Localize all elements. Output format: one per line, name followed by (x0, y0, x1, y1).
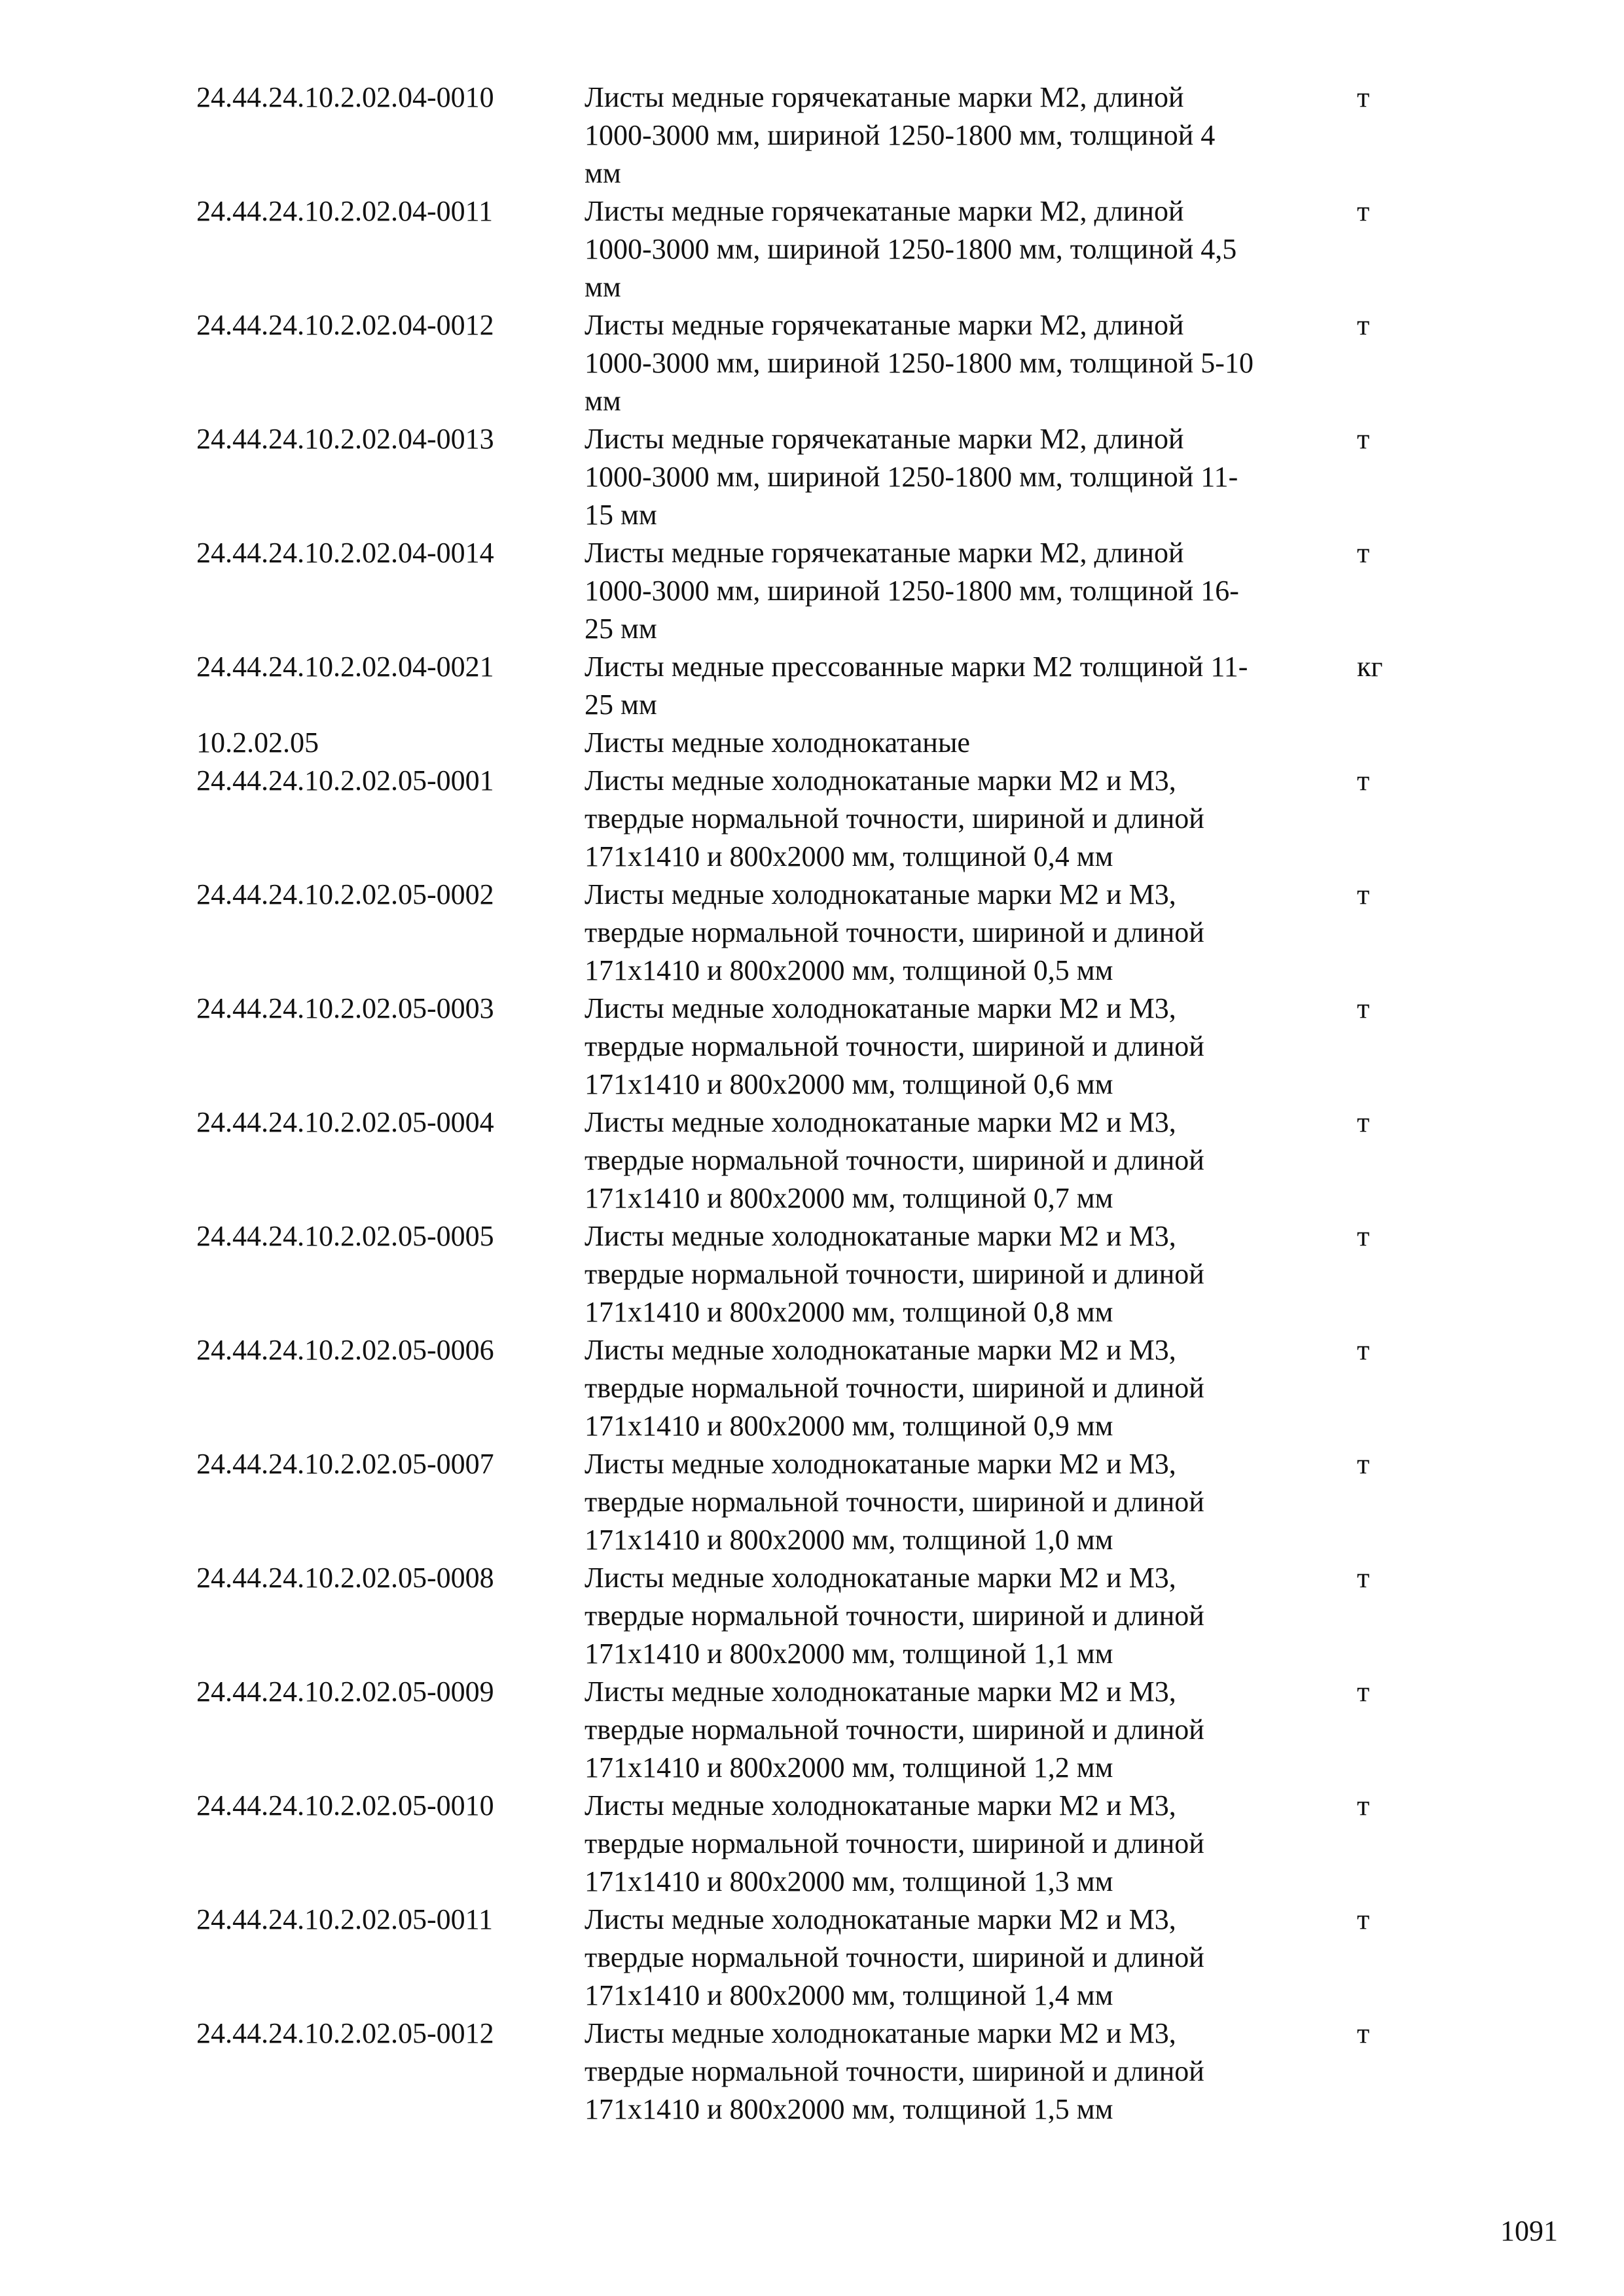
unit-of-measure: т (1357, 1106, 1370, 1138)
resource-description: Листы медные холоднокатаные марки М2 и М3, твердые нормальной точности, шириной и длиной 171х1410 и 800х2000 мм, толщиной 1,3 мм (585, 1789, 1204, 1897)
resource-code: 24.44.24.10.2.02.05-0006 (196, 1334, 494, 1366)
resource-code: 24.44.24.10.2.02.05-0008 (196, 1562, 494, 1594)
unit-of-measure: т (1357, 195, 1370, 227)
resource-description: Листы медные холоднокатаные марки М2 и М3, твердые нормальной точности, шириной и длиной 171х1410 и 800х2000 мм, толщиной 1,0 мм (585, 1448, 1204, 1556)
unit-of-measure: т (1357, 423, 1370, 455)
resource-description: Листы медные горячекатаные марки М2, длиной 1000-3000 мм, шириной 1250-1800 мм, толщиной 4 мм (585, 81, 1216, 189)
resource-code: 24.44.24.10.2.02.04-0014 (196, 537, 494, 569)
unit-of-measure: т (1357, 878, 1370, 910)
resource-description: Листы медные горячекатаные марки М2, длиной 1000-3000 мм, шириной 1250-1800 мм, толщиной 5-10 мм (585, 309, 1254, 417)
resource-code: 24.44.24.10.2.02.05-0009 (196, 1676, 494, 1708)
unit-of-measure: т (1357, 537, 1370, 569)
unit-of-measure: т (1357, 1903, 1370, 1935)
unit-of-measure: т (1357, 309, 1370, 341)
resource-code: 24.44.24.10.2.02.05-0002 (196, 878, 494, 910)
resource-code: 24.44.24.10.2.02.04-0013 (196, 423, 494, 455)
resource-description: Листы медные холоднокатаные марки М2 и М3, твердые нормальной точности, шириной и длиной 171х1410 и 800х2000 мм, толщиной 1,2 мм (585, 1676, 1204, 1784)
resource-description: Листы медные холоднокатаные марки М2 и М3, твердые нормальной точности, шириной и длиной 171х1410 и 800х2000 мм, толщиной 0,8 мм (585, 1220, 1204, 1328)
unit-of-measure: т (1357, 1334, 1370, 1366)
unit-of-measure: кг (1357, 651, 1383, 683)
resource-description: Листы медные горячекатаные марки М2, длиной 1000-3000 мм, шириной 1250-1800 мм, толщиной 16- 25 мм (585, 537, 1239, 645)
resource-description: Листы медные холоднокатаные марки М2 и М3, твердые нормальной точности, шириной и длиной 171х1410 и 800х2000 мм, толщиной 1,4 мм (585, 1903, 1204, 2011)
resource-code: 24.44.24.10.2.02.04-0021 (196, 651, 494, 683)
resource-description: Листы медные холоднокатаные марки М2 и М3, твердые нормальной точности, шириной и длиной 171х1410 и 800х2000 мм, толщиной 0,7 мм (585, 1106, 1204, 1214)
resource-description: Листы медные холоднокатаные марки М2 и М3, твердые нормальной точности, шириной и длиной 171х1410 и 800х2000 мм, толщиной 0,5 мм (585, 878, 1204, 986)
resource-code: 24.44.24.10.2.02.05-0012 (196, 2017, 494, 2049)
resource-code: 24.44.24.10.2.02.04-0010 (196, 81, 494, 113)
resource-code: 24.44.24.10.2.02.05-0010 (196, 1789, 494, 1821)
resource-code: 24.44.24.10.2.02.05-0007 (196, 1448, 494, 1480)
resource-description: Листы медные прессованные марки М2 толщиной 11- 25 мм (585, 651, 1248, 721)
unit-of-measure: т (1357, 992, 1370, 1024)
resource-description: Листы медные горячекатаные марки М2, длиной 1000-3000 мм, шириной 1250-1800 мм, толщиной 11- 15 мм (585, 423, 1238, 531)
unit-of-measure: т (1357, 1789, 1370, 1821)
unit-of-measure: т (1357, 1562, 1370, 1594)
unit-of-measure: т (1357, 1676, 1370, 1708)
unit-of-measure: т (1357, 1220, 1370, 1252)
resource-description: Листы медные холоднокатаные марки М2 и М3, твердые нормальной точности, шириной и длиной 171х1410 и 800х2000 мм, толщиной 0,4 мм (585, 764, 1204, 872)
section-code: 10.2.02.05 (196, 726, 319, 759)
page-number: 1091 (1500, 2215, 1558, 2247)
resource-code: 24.44.24.10.2.02.05-0005 (196, 1220, 494, 1252)
resource-code: 24.44.24.10.2.02.04-0011 (196, 195, 494, 227)
section-title: Листы медные холоднокатаные (585, 726, 970, 759)
resource-code: 24.44.24.10.2.02.05-0004 (196, 1106, 494, 1138)
resource-description: Листы медные холоднокатаные марки М2 и М3, твердые нормальной точности, шириной и длиной 171х1410 и 800х2000 мм, толщиной 1,1 мм (585, 1562, 1204, 1670)
resource-code: 24.44.24.10.2.02.05-0003 (196, 992, 494, 1024)
unit-of-measure: т (1357, 81, 1370, 113)
unit-of-measure: т (1357, 1448, 1370, 1480)
unit-of-measure: т (1357, 2017, 1370, 2049)
resource-description: Листы медные холоднокатаные марки М2 и М3, твердые нормальной точности, шириной и длиной 171х1410 и 800х2000 мм, толщиной 1,5 мм (585, 2017, 1204, 2125)
resource-description: Листы медные холоднокатаные марки М2 и М3, твердые нормальной точности, шириной и длиной 171х1410 и 800х2000 мм, толщиной 0,9 мм (585, 1334, 1204, 1442)
unit-of-measure: т (1357, 764, 1370, 797)
resource-description: Листы медные горячекатаные марки М2, длиной 1000-3000 мм, шириной 1250-1800 мм, толщиной 4,5 мм (585, 195, 1237, 303)
resource-code: 24.44.24.10.2.02.05-0001 (196, 764, 494, 797)
resource-description: Листы медные холоднокатаные марки М2 и М3, твердые нормальной точности, шириной и длиной 171х1410 и 800х2000 мм, толщиной 0,6 мм (585, 992, 1204, 1100)
resource-code: 24.44.24.10.2.02.04-0012 (196, 309, 494, 341)
resource-code: 24.44.24.10.2.02.05-0011 (196, 1903, 494, 1935)
